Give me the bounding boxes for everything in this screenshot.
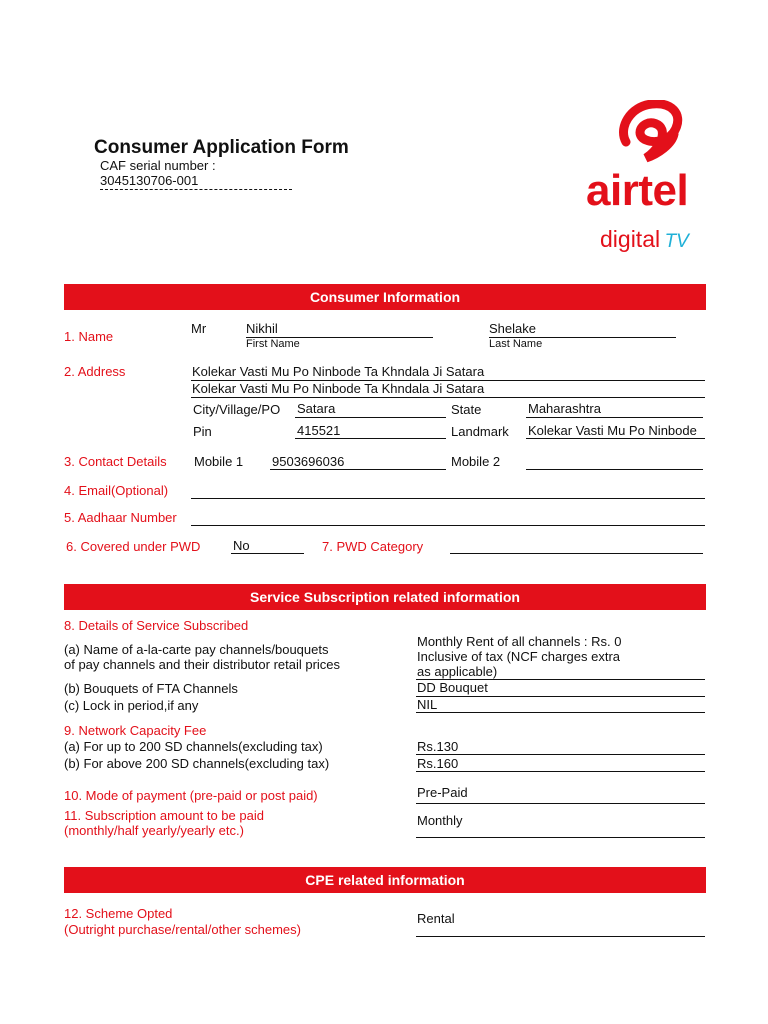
a-la-carte-label-line1: (a) Name of a-la-carte pay channels/bouquets <box>64 642 329 657</box>
contact-details-label: 3. Contact Details <box>64 454 167 469</box>
airtel-digital-tv-logo <box>584 100 714 270</box>
section-cpe-information: CPE related information <box>64 867 706 893</box>
pwd-category-underline <box>450 553 703 554</box>
scheme-label-line1: 12. Scheme Opted <box>64 906 173 921</box>
aadhaar-label: 5. Aadhaar Number <box>64 510 177 525</box>
airtel-swirl-icon <box>616 100 686 164</box>
logo-tv-text: TV <box>664 231 689 252</box>
payment-mode-label: 10. Mode of payment (pre-paid or post paid) <box>64 788 318 803</box>
email-underline <box>191 498 705 499</box>
city-value[interactable]: Satara <box>297 401 336 416</box>
ncf-b-underline <box>416 771 705 772</box>
pin-label: Pin <box>193 424 212 439</box>
subscription-value[interactable]: Monthly <box>417 813 463 828</box>
name-label: 1. Name <box>64 329 114 344</box>
state-label: State <box>451 402 482 417</box>
scheme-value[interactable]: Rental <box>417 911 455 926</box>
pwd-value[interactable]: No <box>233 538 250 553</box>
lock-in-value[interactable]: NIL <box>417 697 438 712</box>
aadhaar-underline <box>191 525 705 526</box>
a-la-carte-label-line2: of pay channels and their distributor retail prices <box>64 657 341 672</box>
last-name-caption: Last Name <box>489 338 543 350</box>
subscription-underline <box>416 837 705 838</box>
landmark-label: Landmark <box>451 424 509 439</box>
pin-underline <box>295 438 446 439</box>
subscription-label-line1: 11. Subscription amount to be paid <box>64 808 264 823</box>
first-name-caption: First Name <box>246 338 300 350</box>
fta-bouquets-underline <box>416 696 705 697</box>
caf-serial-number: 3045130706-001 <box>100 173 199 188</box>
a-la-carte-value-line1: Monthly Rent of all channels : Rs. 0 <box>417 634 622 649</box>
landmark-underline <box>526 438 705 439</box>
fta-bouquets-label: (b) Bouquets of FTA Channels <box>64 681 238 696</box>
section-service-subscription: Service Subscription related information <box>64 584 706 610</box>
subscription-label-line2: (monthly/half yearly/yearly etc.) <box>64 823 244 838</box>
ncf-b-value[interactable]: Rs.160 <box>417 756 459 771</box>
email-label: 4. Email(Optional) <box>64 483 169 498</box>
mobile1-label: Mobile 1 <box>194 454 244 469</box>
lock-in-underline <box>416 712 705 713</box>
address-line-2-underline <box>191 397 705 398</box>
address-line-1[interactable]: Kolekar Vasti Mu Po Ninbode Ta Khndala Ji Satara <box>192 364 485 379</box>
state-value[interactable]: Maharashtra <box>528 401 601 416</box>
fta-bouquets-value[interactable]: DD Bouquet <box>417 680 488 695</box>
form-title: Consumer Application Form <box>94 137 349 158</box>
landmark-value[interactable]: Kolekar Vasti Mu Po Ninbode <box>528 423 697 438</box>
address-label: 2. Address <box>64 364 126 379</box>
logo-product <box>600 226 689 253</box>
first-name-value[interactable]: Nikhil <box>246 321 278 336</box>
city-underline <box>295 417 446 418</box>
ncf-b-label: (b) For above 200 SD channels(excluding tax) <box>64 756 330 771</box>
logo-product-text: digital <box>600 226 661 252</box>
ncf-label: 9. Network Capacity Fee <box>64 723 207 738</box>
logo-brand-text: airtel <box>586 166 689 215</box>
ncf-a-label: (a) For up to 200 SD channels(excluding tax) <box>64 739 323 754</box>
salutation-value: Mr <box>191 321 207 336</box>
caf-serial-label: CAF serial number : <box>100 158 216 173</box>
a-la-carte-value-line2: Inclusive of tax (NCF charges extra <box>417 649 621 664</box>
address-line-2[interactable]: Kolekar Vasti Mu Po Ninbode Ta Khndala Ji Satara <box>192 381 485 396</box>
payment-mode-value[interactable]: Pre-Paid <box>417 785 468 800</box>
caf-serial-underline <box>100 189 292 190</box>
pwd-underline <box>231 553 304 554</box>
service-details-label: 8. Details of Service Subscribed <box>64 618 249 633</box>
city-label: City/Village/PO <box>193 402 281 417</box>
payment-mode-underline <box>416 803 705 804</box>
mobile1-value[interactable]: 9503696036 <box>272 454 345 469</box>
pwd-label: 6. Covered under PWD <box>66 539 201 554</box>
pwd-category-label: 7. PWD Category <box>322 539 424 554</box>
last-name-value[interactable]: Shelake <box>489 321 536 336</box>
pin-value[interactable]: 415521 <box>297 423 341 438</box>
mobile2-underline <box>526 469 703 470</box>
mobile1-underline <box>270 469 446 470</box>
state-underline <box>526 417 703 418</box>
ncf-a-value[interactable]: Rs.130 <box>417 739 459 754</box>
scheme-underline <box>416 936 705 937</box>
lock-in-label: (c) Lock in period,if any <box>64 698 199 713</box>
a-la-carte-value-line3: as applicable) <box>417 664 498 679</box>
scheme-label-line2: (Outright purchase/rental/other schemes) <box>64 922 301 937</box>
section-consumer-information: Consumer Information <box>64 284 706 310</box>
mobile2-label: Mobile 2 <box>451 454 501 469</box>
ncf-a-underline <box>416 754 705 755</box>
